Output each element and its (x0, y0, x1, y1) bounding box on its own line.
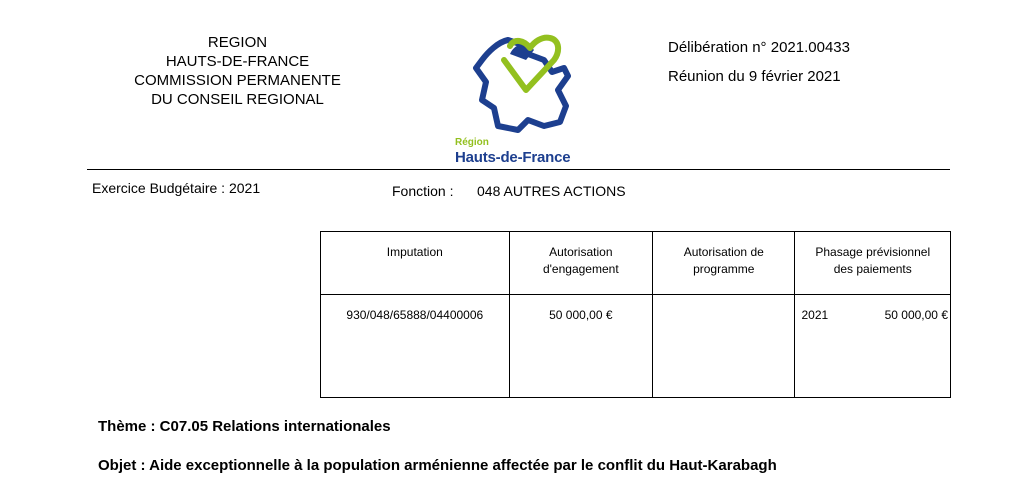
institution-header (110, 33, 365, 109)
phasage-year: 2021 (801, 308, 829, 322)
header-line-commission: COMMISSION PERMANENTE (134, 72, 341, 89)
objet-line: Objet : Aide exceptionnelle à la population arménienne affectée par le conflit du Haut-Karabagh (98, 457, 777, 474)
cell-autorisation-programme (653, 295, 795, 398)
exercice-budgetaire: Exercice Budgétaire : 2021 (92, 180, 261, 196)
header-line-conseil: DU CONSEIL REGIONAL (151, 91, 324, 108)
fonction-label: Fonction : (392, 183, 454, 199)
deliberation-block (668, 33, 850, 91)
header-autorisation-engagement (509, 232, 652, 295)
header-line-region: REGION (207, 34, 268, 51)
hauts-de-france-logo-icon (468, 30, 618, 166)
fonction-value: 048 AUTRES ACTIONS (477, 183, 626, 199)
logo-name-text: Hauts-de-France (455, 149, 571, 166)
cell-phasage (795, 295, 951, 398)
phasage-amount: 50 000,00 € (884, 308, 948, 322)
header-line-hdf: HAUTS-DE-FRANCE (165, 53, 310, 70)
table-header-row (321, 232, 951, 295)
header-phasage (795, 232, 951, 295)
header-divider (87, 169, 950, 170)
logo-region-text: Région (455, 137, 489, 148)
budget-table (320, 231, 951, 398)
header-imputation: Imputation (321, 232, 510, 295)
reunion-date: Réunion du 9 février 2021 (668, 68, 841, 85)
theme-line: Thème : C07.05 Relations internationales (98, 418, 391, 435)
header-autorisation-programme-label: Autorisation de programme (683, 245, 764, 276)
table-row (321, 295, 951, 398)
deliberation-number: Délibération n° 2021.00433 (668, 39, 850, 56)
cell-autorisation-engagement: 50 000,00 € (509, 295, 652, 398)
cell-imputation: 930/048/65888/04400006 (321, 295, 510, 398)
header-autorisation-engagement-label: Autorisation d'engagement (542, 245, 619, 276)
header-phasage-label: Phasage prévisionnel des paiements (815, 245, 931, 276)
header-autorisation-programme (653, 232, 795, 295)
